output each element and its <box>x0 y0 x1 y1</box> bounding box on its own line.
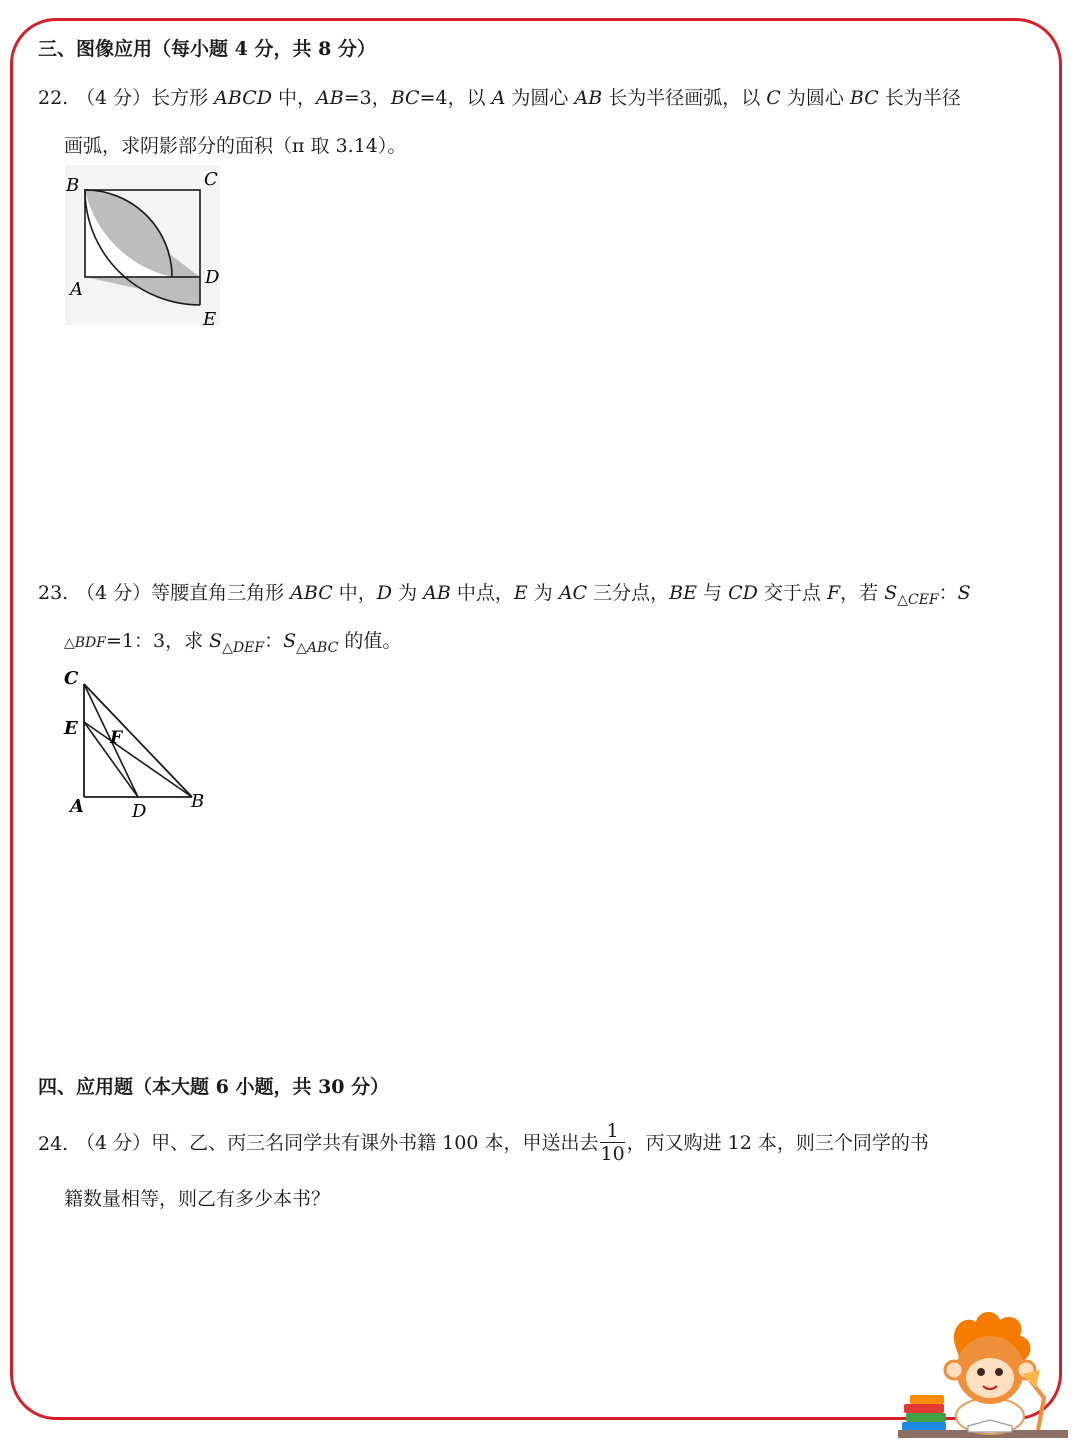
mascot-ear-left <box>945 1361 963 1379</box>
q23-segment-be <box>84 722 192 797</box>
q23-text-line2: △BDF=1：3，求 $S_{\triangle DEF}$：$S_{\triangle ABC}$ 的值。 <box>64 630 402 656</box>
q24-text-line2: 籍数量相等，则乙有多少本书？ <box>64 1188 331 1210</box>
mascot-eye-right <box>995 1368 1003 1376</box>
q22-text-line1: （4 分）长方形 ABCD 中，AB=3，BC=4，以 A 为圆心 AB 长为半径画弧，以 C 为圆心 BC 长为半径 <box>76 87 961 109</box>
q23-label-a: A <box>70 796 84 817</box>
q23-label-d: D <box>132 801 147 822</box>
q23-number: 23. <box>38 582 69 604</box>
book-green <box>906 1413 946 1422</box>
lamp-arm <box>1030 1380 1044 1430</box>
q23-text-line1: （4 分）等腰直角三角形 ABC 中，D 为 AB 中点，E 为 AC 三分点，BE 与 CD 交于点 F，若 $S_{\triangle CEF}$：S <box>76 582 971 608</box>
q22-number: 22. <box>38 87 69 109</box>
q22-text-line2: 画弧，求阴影部分的面积（π 取 3.14）。 <box>64 135 407 157</box>
mascot-face <box>966 1358 1014 1398</box>
q24-fraction: $\frac{1}{10}$ <box>600 1119 625 1165</box>
q22-label-e: E <box>203 309 217 330</box>
q23-figure <box>60 662 220 827</box>
section3-heading: 三、图像应用（每小题 4 分，共 8 分） <box>38 38 376 60</box>
q22-label-b: B <box>66 175 80 196</box>
q23-label-e: E <box>64 718 78 739</box>
book-orange <box>910 1395 944 1404</box>
q23-side-cb <box>84 684 192 797</box>
q22-figure <box>60 165 240 335</box>
q23-label-b: B <box>191 791 205 812</box>
q24-text-line1: （4 分）甲、乙、丙三名同学共有课外书籍 100 本，甲送出去 $\frac{1}{10}$ ，丙又购进 12 本，则三个同学的书 <box>76 1119 929 1165</box>
mascot-monkey-illustration <box>898 1308 1068 1438</box>
q22-label-a: A <box>70 279 83 300</box>
section4-heading: 四、应用题（本大题 6 小题，共 30 分） <box>38 1076 390 1098</box>
q22-label-c: C <box>204 169 218 190</box>
book-red <box>904 1404 944 1413</box>
book-blue <box>902 1422 946 1431</box>
mascot-eye-left <box>977 1368 985 1376</box>
q24-number: 24. <box>38 1133 69 1155</box>
q23-label-f: F <box>110 728 123 748</box>
q23-label-c: C <box>64 668 79 689</box>
q22-label-d: D <box>205 267 220 288</box>
